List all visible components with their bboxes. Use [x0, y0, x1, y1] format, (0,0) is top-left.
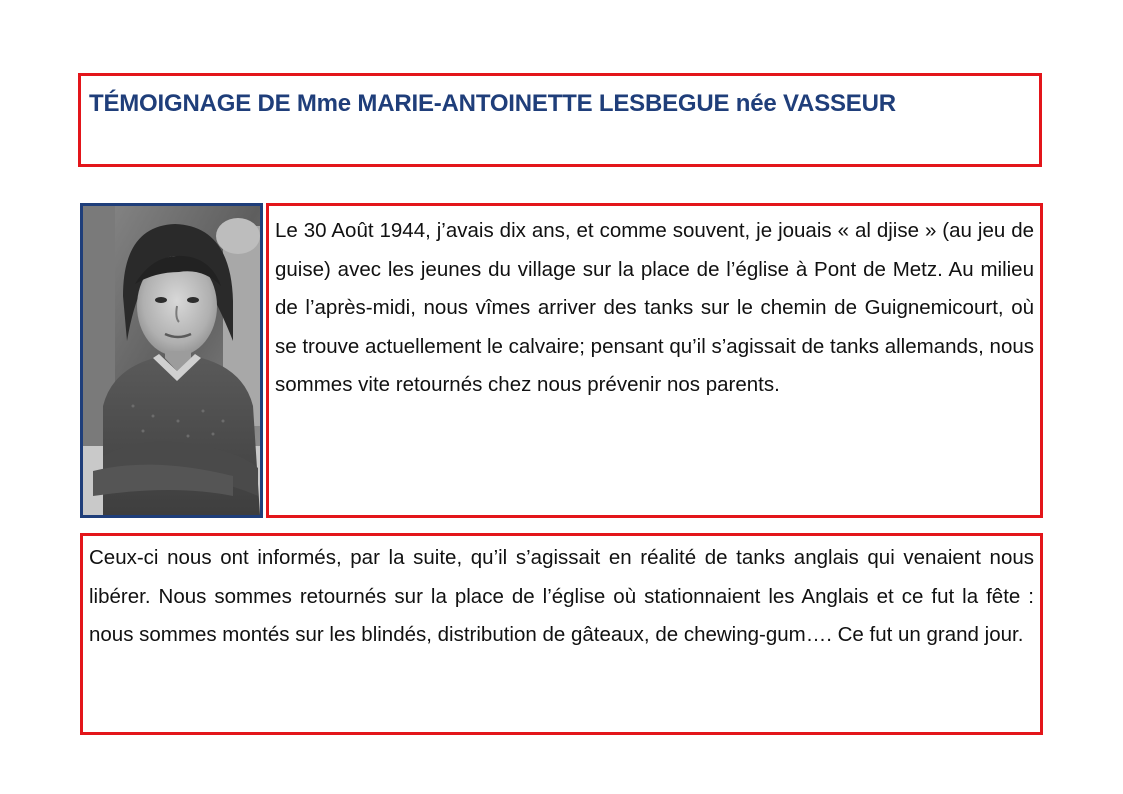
paragraph-1: Le 30 Août 1944, j’avais dix ans, et comme souvent, je jouais « al djise » (au jeu de guise) avec les jeunes du village sur la place de l’église à Pont de Metz. Au milieu de l’après-midi, nous vîmes arriver des tanks sur le chemin de Guignemicourt, où se trouve actuellement le calvaire; pensant qu’il s’agissait de tanks allemands, nous sommes vite retournés chez nous prévenir nos parents. — [275, 219, 1034, 396]
paragraph-2-box — [80, 533, 1043, 735]
title-box — [78, 73, 1042, 167]
page-title: TÉMOIGNAGE DE Mme MARIE-ANTOINETTE LESBEGUE née VASSEUR — [89, 90, 896, 117]
portrait-image — [83, 206, 260, 515]
paragraph-1-box — [266, 203, 1043, 518]
paragraph-2: Ceux-ci nous ont informés, par la suite, qu’il s’agissait en réalité de tanks anglais qui venaient nous libérer. Nous sommes retournés sur la place de l’église où stationnaient les Anglais et ce fut la fête : nous sommes montés sur les blindés, distribution de gâteaux, de chewing-gum…. Ce fut un grand jour. — [89, 546, 1034, 646]
portrait-photo — [80, 203, 263, 518]
